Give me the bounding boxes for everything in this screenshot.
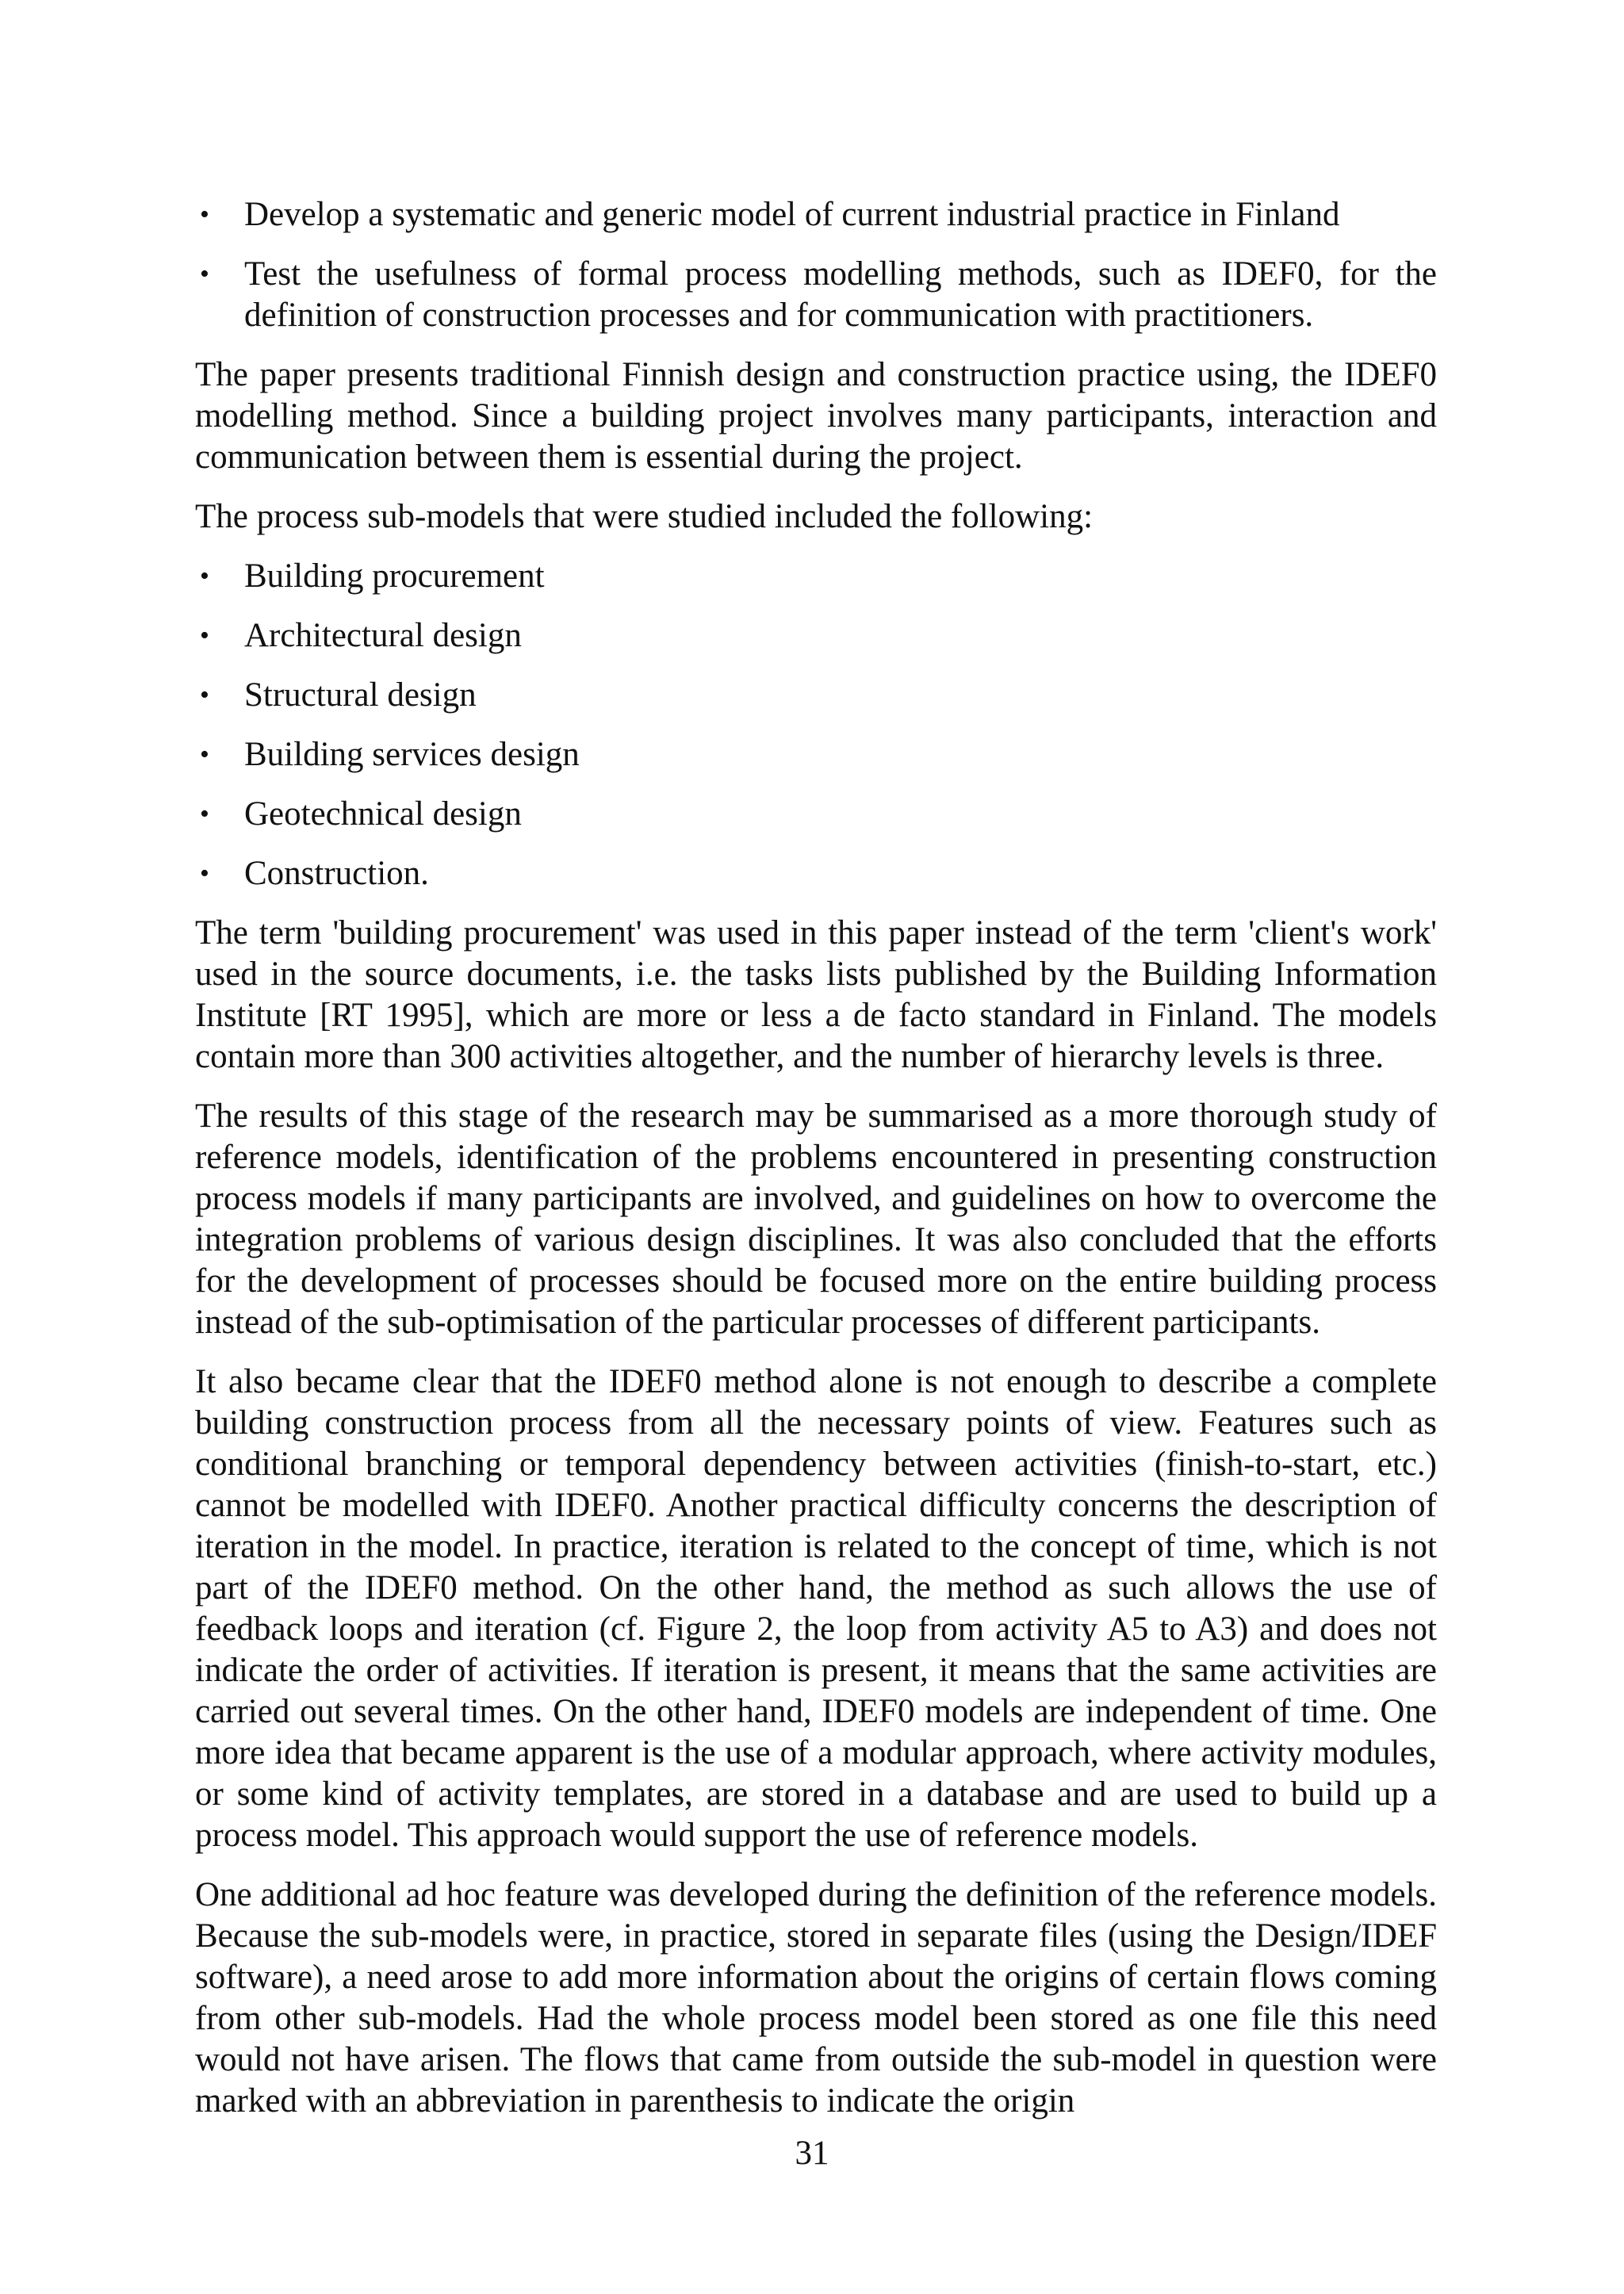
list-item — [195, 794, 1437, 835]
page-number: 31 — [795, 2135, 829, 2172]
list-item — [195, 853, 1437, 894]
bullet-text: Building procurement — [244, 557, 545, 595]
bullet-icon: • — [200, 799, 209, 829]
paragraph: It also became clear that the IDEF0 method alone is not enough to describe a complete building construction process from all the necessary points of view. Features such as conditional branching or temporal dependency between activities (finish-to-start, etc.) cannot be modelled with IDEF0. Another practical difficulty concerns the description of iteration in the model. In practice, iteration is related to the concept of time, which is not part of the IDEF0 method. On the other hand, the method as such allows the use of feedback loops and iteration (cf. Figure 2, the loop from activity A5 to A3) and does not indicate the order of activities. If iteration is present, it means that the same activities are carried out several times. On the other hand, IDEF0 models are independent of time. One more idea that became apparent is the use of a modular approach, where activity modules, or some kind of activity templates, are stored in a database and are used to build up a process model. This approach would support the use of reference models. — [195, 1363, 1437, 1854]
bullet-text: Geotechnical design — [244, 795, 522, 833]
paragraph: The results of this stage of the research may be summarised as a more thorough study of reference models, identification of the problems encountered in presenting construction process models if many participants are involved, and guidelines on how to overcome the integration problems of various design disciplines. It was also concluded that the efforts for the development of processes should be focused more on the entire building process instead of the sub-optimisation of the particular processes of different participants. — [195, 1097, 1437, 1341]
bullet-text: Construction. — [244, 855, 429, 892]
paragraph: The process sub-models that were studied included the following: — [195, 498, 1094, 535]
page-body — [195, 194, 1437, 2140]
list-item — [195, 734, 1437, 776]
bullet-text: Architectural design — [244, 617, 522, 654]
bullet-icon: • — [200, 680, 209, 710]
bullet-icon: • — [200, 259, 209, 289]
list-item — [195, 254, 1437, 336]
list-item — [195, 615, 1437, 657]
list-item — [195, 194, 1437, 236]
bullet-text: Structural design — [244, 676, 477, 714]
paragraph: One additional ad hoc feature was developed during the definition of the reference models. Because the sub-models were, in practice, stored in separate files (using the Design/IDEF software), a need arose to add more information about the origins of certain flows coming from other sub-models. Had the whole process model been stored as one file this need would not have arisen. The flows that came from outside the sub-model in question were marked with an abbreviation in parenthesis to indicate the origin — [195, 1876, 1437, 2120]
bullet-text: Test the usefulness of formal process modelling methods, such as IDEF0, for the definition of construction processes and for communication with practitioners. — [244, 255, 1437, 334]
bullet-text: Building services design — [244, 736, 580, 773]
bullet-icon: • — [200, 859, 209, 888]
bullet-icon: • — [200, 621, 209, 650]
list-item — [195, 556, 1437, 597]
paragraph: The paper presents traditional Finnish design and construction practice using, the IDEF0 modelling method. Since a building project involves many participants, interaction and communication between them is essential during the project. — [195, 356, 1437, 476]
paragraph: The term 'building procurement' was used in this paper instead of the term 'client's work' used in the source documents, i.e. the tasks lists published by the Building Information Institute [RT 1995], which are more or less a de facto standard in Finland. The models contain more than 300 activities altogether, and the number of hierarchy levels is three. — [195, 914, 1437, 1075]
submodel-bullet-list — [195, 556, 1437, 894]
bullet-icon: • — [200, 200, 209, 229]
bullet-icon: • — [200, 740, 209, 769]
intro-bullet-list — [195, 194, 1437, 336]
bullet-text: Develop a systematic and generic model of current industrial practice in Finland — [244, 196, 1340, 233]
list-item — [195, 675, 1437, 716]
bullet-icon: • — [200, 561, 209, 591]
